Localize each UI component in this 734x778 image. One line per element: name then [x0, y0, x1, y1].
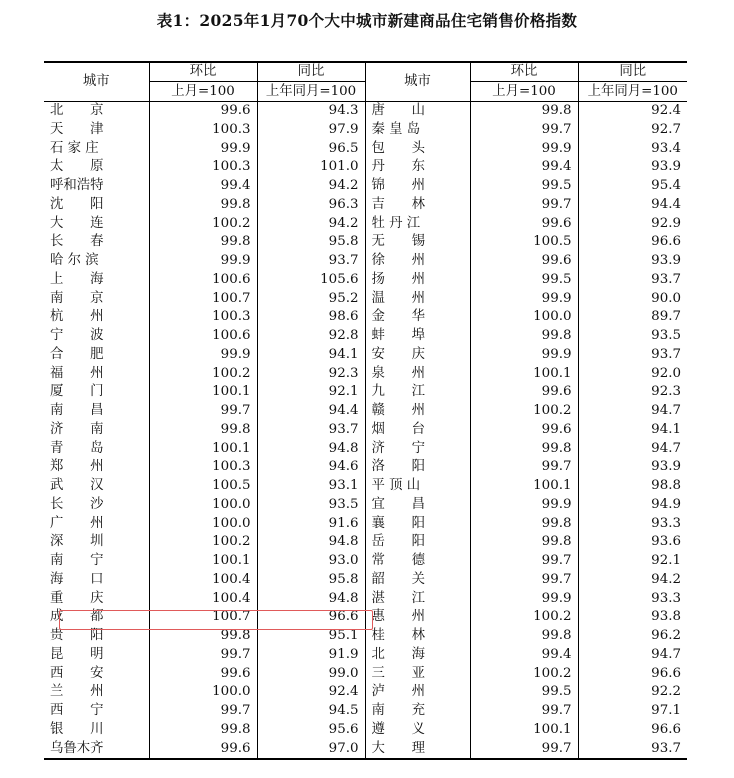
city-name: 北 海: [365, 646, 470, 665]
city-name: 无 锡: [365, 233, 470, 252]
yoy-value: 89.7: [578, 308, 687, 327]
yoy-value: 92.4: [578, 102, 687, 121]
mom-value: 99.7: [470, 121, 578, 140]
yoy-value: 90.0: [578, 290, 687, 309]
city-name: 南 昌: [50, 403, 104, 418]
city-name: 太 原: [50, 159, 104, 175]
mom-value: 100.1: [149, 383, 257, 402]
city-name: 蚌 埠: [365, 327, 470, 346]
mom-value: 100.1: [149, 552, 257, 571]
mom-value: 99.4: [149, 177, 257, 196]
mom-value: 100.7: [149, 608, 257, 627]
mom-value: 100.1: [470, 721, 578, 740]
mom-value: 100.4: [149, 590, 257, 609]
city-column-header: 城市: [44, 62, 149, 102]
yoy-value: 94.7: [578, 402, 687, 421]
mom-value: 100.2: [470, 608, 578, 627]
city-name: 广 州: [50, 515, 104, 531]
mom-value: 99.5: [470, 683, 578, 702]
mom-value: 99.4: [470, 158, 578, 177]
table-row: [44, 552, 687, 571]
mom-value: 99.8: [470, 515, 578, 534]
price-index-table: [44, 61, 687, 760]
city-name: 郑 州: [50, 459, 104, 475]
yoy-value: 93.6: [578, 533, 687, 552]
yoy-value: 101.0: [257, 158, 365, 177]
yoy-base-label-right: 上年同月=100: [578, 82, 687, 102]
yoy-value: 94.7: [578, 646, 687, 665]
yoy-value: 92.3: [578, 383, 687, 402]
mom-value: 99.7: [470, 458, 578, 477]
mom-value: 100.1: [470, 365, 578, 384]
city-name: 西 宁: [50, 703, 104, 718]
table-row: [44, 215, 687, 234]
mom-value: 99.9: [470, 346, 578, 365]
city-name: 秦 皇 岛: [365, 121, 470, 140]
city-name: 徐 州: [365, 252, 470, 271]
yoy-value: 94.5: [257, 702, 365, 721]
mom-value: 100.5: [149, 477, 257, 496]
city-name: 赣 州: [365, 402, 470, 421]
yoy-value: 93.9: [578, 252, 687, 271]
city-name: 福 州: [50, 365, 104, 381]
table-row: [44, 627, 687, 646]
yoy-value: 93.9: [578, 158, 687, 177]
mom-value: 99.6: [470, 383, 578, 402]
mom-value: 99.8: [149, 421, 257, 440]
table-row: [44, 702, 687, 721]
mom-value: 99.7: [470, 702, 578, 721]
yoy-value: 94.4: [257, 402, 365, 421]
mom-value: 99.8: [470, 440, 578, 459]
mom-value: 100.2: [470, 665, 578, 684]
table-row: [44, 458, 687, 477]
yoy-value: 91.9: [257, 646, 365, 665]
city-name: 长 春: [50, 234, 104, 250]
yoy-value: 94.9: [578, 496, 687, 515]
table-row: [44, 608, 687, 627]
city-name: 大 连: [50, 215, 104, 231]
city-name: 宁 波: [50, 328, 104, 343]
yoy-column-header: 同比: [257, 62, 365, 82]
table-row: [44, 290, 687, 309]
yoy-value: 93.4: [578, 140, 687, 159]
mom-value: 100.3: [149, 158, 257, 177]
yoy-value: 94.2: [578, 571, 687, 590]
yoy-value: 95.8: [257, 233, 365, 252]
yoy-value: 95.1: [257, 627, 365, 646]
yoy-value: 92.3: [257, 365, 365, 384]
table-row: [44, 271, 687, 290]
city-name: 岳 阳: [365, 533, 470, 552]
yoy-value: 94.2: [257, 177, 365, 196]
city-name: 上 海: [50, 271, 104, 287]
table-row: [44, 102, 687, 121]
yoy-value: 105.6: [257, 271, 365, 290]
yoy-value: 94.1: [578, 421, 687, 440]
mom-value: 99.6: [470, 252, 578, 271]
yoy-value: 94.2: [257, 215, 365, 234]
table-row: [44, 308, 687, 327]
mom-value: 100.0: [470, 308, 578, 327]
yoy-value: 98.6: [257, 308, 365, 327]
mom-value: 99.6: [149, 102, 257, 121]
table-row: [44, 571, 687, 590]
yoy-value: 96.3: [257, 196, 365, 215]
yoy-value: 92.1: [578, 552, 687, 571]
table-row: [44, 158, 687, 177]
yoy-value: 96.6: [578, 721, 687, 740]
city-name: 泉 州: [365, 365, 470, 384]
table-row: [44, 346, 687, 365]
mom-value: 99.8: [149, 721, 257, 740]
mom-value: 99.8: [149, 627, 257, 646]
city-name: 扬 州: [365, 271, 470, 290]
city-name: 北 京: [50, 103, 104, 118]
table-row: [44, 533, 687, 552]
mom-value: 99.4: [470, 646, 578, 665]
yoy-column-header-right: 同比: [578, 62, 687, 82]
mom-value: 99.7: [470, 552, 578, 571]
mom-value: 99.7: [470, 196, 578, 215]
city-name: 昆 明: [50, 646, 104, 662]
mom-value: 100.3: [149, 121, 257, 140]
city-name: 湛 江: [365, 590, 470, 609]
mom-value: 99.8: [470, 533, 578, 552]
mom-value: 99.9: [470, 496, 578, 515]
city-name: 贵 阳: [50, 628, 104, 643]
mom-value: 99.8: [470, 102, 578, 121]
city-name: 韶 关: [365, 571, 470, 590]
yoy-value: 97.9: [257, 121, 365, 140]
city-name: 沈 阳: [50, 196, 104, 212]
mom-value: 99.6: [149, 665, 257, 684]
mom-value: 99.9: [149, 346, 257, 365]
yoy-value: 94.8: [257, 590, 365, 609]
city-name: 济 宁: [365, 440, 470, 459]
city-name: 九 江: [365, 383, 470, 402]
mom-value: 99.6: [470, 421, 578, 440]
city-name: 洛 阳: [365, 458, 470, 477]
city-name: 银 川: [50, 721, 104, 737]
yoy-value: 92.4: [257, 683, 365, 702]
mom-value: 99.9: [470, 590, 578, 609]
mom-value: 99.8: [470, 627, 578, 646]
city-name: 西 安: [50, 665, 104, 681]
yoy-value: 91.6: [257, 515, 365, 534]
city-name: 长 沙: [50, 496, 104, 512]
yoy-value: 96.6: [257, 608, 365, 627]
mom-value: 99.6: [470, 215, 578, 234]
city-name: 金 华: [365, 308, 470, 327]
table-row: [44, 252, 687, 271]
table-row: [44, 402, 687, 421]
mom-base-label: 上月=100: [149, 82, 257, 102]
yoy-value: 93.7: [578, 271, 687, 290]
mom-column-header: 环比: [149, 62, 257, 82]
mom-value: 99.9: [470, 140, 578, 159]
mom-value: 99.7: [149, 646, 257, 665]
yoy-value: 94.8: [257, 440, 365, 459]
mom-value: 99.9: [149, 140, 257, 159]
mom-column-header-right: 环比: [470, 62, 578, 82]
table-row: [44, 683, 687, 702]
mom-value: 100.2: [149, 215, 257, 234]
mom-base-label-right: 上月=100: [470, 82, 578, 102]
yoy-value: 92.2: [578, 683, 687, 702]
yoy-value: 92.8: [257, 327, 365, 346]
mom-value: 99.9: [470, 290, 578, 309]
yoy-value: 94.6: [257, 458, 365, 477]
yoy-value: 93.1: [257, 477, 365, 496]
mom-value: 99.7: [470, 740, 578, 760]
table-row: [44, 590, 687, 609]
yoy-value: 94.4: [578, 196, 687, 215]
yoy-value: 94.8: [257, 533, 365, 552]
mom-value: 99.9: [149, 252, 257, 271]
city-name: 天 津: [50, 121, 104, 137]
city-name: 宜 昌: [365, 496, 470, 515]
mom-value: 100.1: [470, 477, 578, 496]
mom-value: 100.7: [149, 290, 257, 309]
city-name: 锦 州: [365, 177, 470, 196]
city-name: 温 州: [365, 290, 470, 309]
city-name: 南 充: [365, 702, 470, 721]
mom-value: 100.6: [149, 327, 257, 346]
mom-value: 99.7: [149, 702, 257, 721]
yoy-value: 97.0: [257, 740, 365, 760]
yoy-value: 94.3: [257, 102, 365, 121]
city-name: 桂 林: [365, 627, 470, 646]
yoy-value: 95.4: [578, 177, 687, 196]
mom-value: 100.5: [470, 233, 578, 252]
table-row: [44, 646, 687, 665]
table-row: [44, 327, 687, 346]
yoy-value: 93.7: [257, 421, 365, 440]
yoy-value: 92.9: [578, 215, 687, 234]
mom-value: 100.0: [149, 515, 257, 534]
yoy-value: 95.2: [257, 290, 365, 309]
mom-value: 100.0: [149, 683, 257, 702]
city-name: 襄 阳: [365, 515, 470, 534]
city-name: 遵 义: [365, 721, 470, 740]
city-name: 烟 台: [365, 421, 470, 440]
mom-value: 99.5: [470, 271, 578, 290]
yoy-value: 93.9: [578, 458, 687, 477]
table-row: [44, 383, 687, 402]
city-name: 安 庆: [365, 346, 470, 365]
city-name: 海 口: [50, 571, 104, 587]
yoy-value: 97.1: [578, 702, 687, 721]
city-name: 惠 州: [365, 608, 470, 627]
table-row: [44, 721, 687, 740]
yoy-value: 96.5: [257, 140, 365, 159]
city-name: 杭 州: [50, 309, 104, 325]
table-row: [44, 421, 687, 440]
yoy-value: 93.5: [257, 496, 365, 515]
yoy-value: 93.0: [257, 552, 365, 571]
city-name: 武 汉: [50, 478, 104, 493]
table-row: [44, 121, 687, 140]
mom-value: 99.8: [470, 327, 578, 346]
table-row: [44, 196, 687, 215]
city-name: 石 家 庄: [50, 140, 99, 156]
city-name: 平 顶 山: [365, 477, 470, 496]
mom-value: 100.6: [149, 271, 257, 290]
table-row: [44, 140, 687, 159]
mom-value: 99.6: [149, 740, 257, 760]
city-name: 哈 尔 滨: [50, 253, 99, 268]
mom-value: 100.4: [149, 571, 257, 590]
yoy-value: 93.3: [578, 515, 687, 534]
city-name: 南 京: [50, 290, 104, 306]
city-name: 三 亚: [365, 665, 470, 684]
yoy-value: 95.8: [257, 571, 365, 590]
yoy-value: 96.6: [578, 233, 687, 252]
mom-value: 100.2: [149, 365, 257, 384]
table-row: [44, 477, 687, 496]
mom-value: 100.1: [149, 440, 257, 459]
yoy-value: 96.2: [578, 627, 687, 646]
mom-value: 99.7: [149, 402, 257, 421]
mom-value: 99.7: [470, 571, 578, 590]
mom-value: 100.3: [149, 308, 257, 327]
table-row: [44, 740, 687, 760]
mom-value: 100.0: [149, 496, 257, 515]
mom-value: 100.3: [149, 458, 257, 477]
yoy-value: 93.8: [578, 608, 687, 627]
city-name: 吉 林: [365, 196, 470, 215]
city-name: 牡 丹 江: [365, 215, 470, 234]
yoy-value: 92.7: [578, 121, 687, 140]
yoy-value: 98.8: [578, 477, 687, 496]
city-name: 南 宁: [50, 553, 104, 568]
city-name: 呼和浩特: [50, 178, 104, 193]
yoy-value: 94.1: [257, 346, 365, 365]
table-row: [44, 440, 687, 459]
city-name: 包 头: [365, 140, 470, 159]
city-name: 济 南: [50, 421, 104, 437]
city-name: 丹 东: [365, 158, 470, 177]
yoy-value: 94.7: [578, 440, 687, 459]
city-name: 兰 州: [50, 684, 104, 700]
yoy-value: 99.0: [257, 665, 365, 684]
table-title: 表1：2025年1月70个大中城市新建商品住宅销售价格指数: [156, 11, 578, 30]
city-column-header-right: 城市: [365, 62, 470, 102]
city-name: 乌鲁木齐: [50, 740, 104, 756]
yoy-base-label: 上年同月=100: [257, 82, 365, 102]
city-name: 成 都: [50, 609, 104, 625]
table-row: [44, 496, 687, 515]
city-name: 深 圳: [50, 534, 104, 550]
mom-value: 99.5: [470, 177, 578, 196]
city-name: 青 岛: [50, 440, 104, 456]
yoy-value: 93.3: [578, 590, 687, 609]
yoy-value: 96.6: [578, 665, 687, 684]
yoy-value: 93.7: [578, 346, 687, 365]
table-row: [44, 515, 687, 534]
table-row: [44, 665, 687, 684]
city-name: 厦 门: [50, 384, 104, 400]
mom-value: 100.2: [470, 402, 578, 421]
mom-value: 100.2: [149, 533, 257, 552]
yoy-value: 93.7: [578, 740, 687, 760]
mom-value: 99.8: [149, 196, 257, 215]
yoy-value: 95.6: [257, 721, 365, 740]
table-row: [44, 365, 687, 384]
yoy-value: 93.7: [257, 252, 365, 271]
city-name: 重 庆: [50, 590, 104, 606]
city-name: 合 肥: [50, 346, 104, 362]
city-name: 常 德: [365, 552, 470, 571]
city-name: 唐 山: [365, 102, 470, 121]
yoy-value: 92.0: [578, 365, 687, 384]
city-name: 泸 州: [365, 683, 470, 702]
city-name: 大 理: [365, 740, 470, 760]
table-row: [44, 233, 687, 252]
mom-value: 99.8: [149, 233, 257, 252]
yoy-value: 92.1: [257, 383, 365, 402]
yoy-value: 93.5: [578, 327, 687, 346]
table-row: [44, 177, 687, 196]
